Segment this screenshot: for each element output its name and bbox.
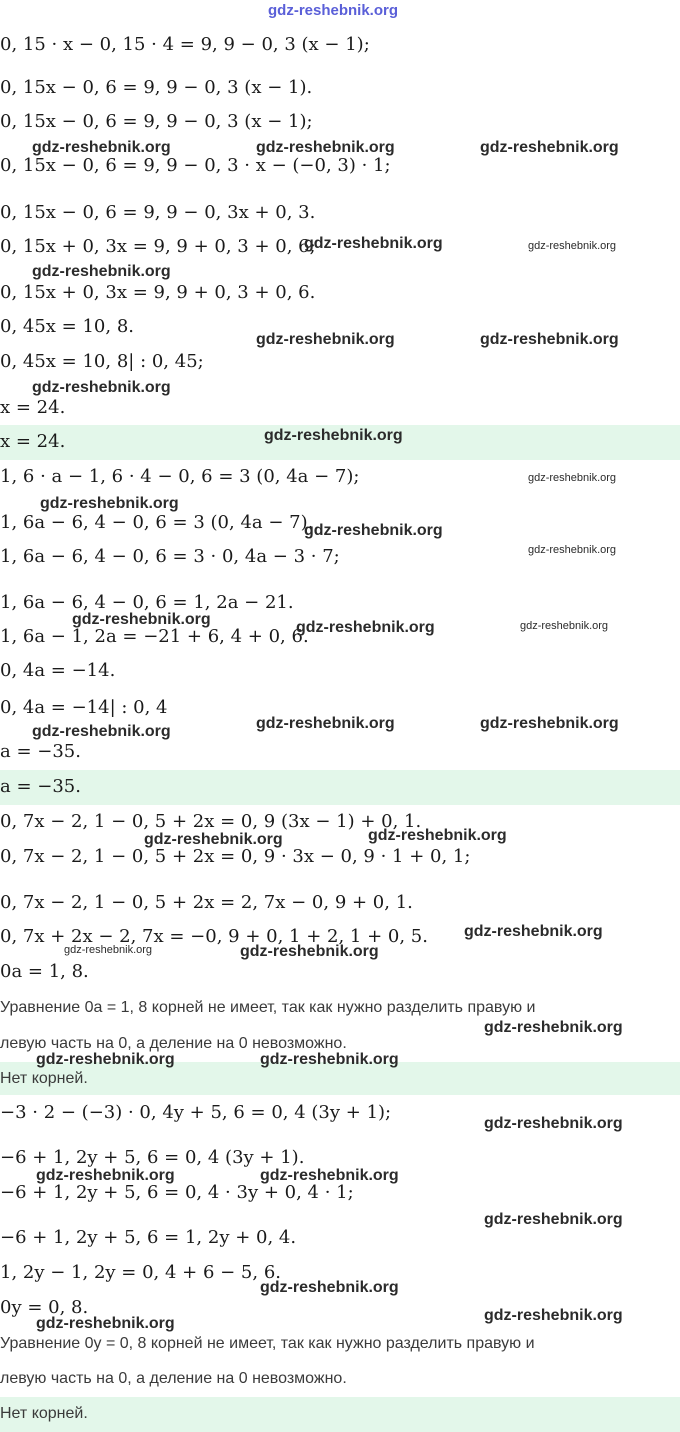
watermark: gdz-reshebnik.org bbox=[32, 379, 171, 396]
math-line: 0, 15x − 0, 6 = 9, 9 − 0, 3 (x − 1). bbox=[0, 77, 313, 98]
watermark: gdz-reshebnik.org bbox=[256, 715, 395, 732]
math-line: 0, 4a = −14| : 0, 4 bbox=[0, 697, 168, 718]
watermark: gdz-reshebnik.org bbox=[520, 620, 609, 632]
math-line: −6 + 1, 2y + 5, 6 = 0, 4 (3y + 1). bbox=[0, 1147, 305, 1168]
watermark: gdz-reshebnik.org bbox=[72, 611, 211, 628]
explanation-text: левую часть на 0, а деление на 0 невозможно. bbox=[0, 1035, 347, 1052]
watermark: gdz-reshebnik.org bbox=[36, 1051, 175, 1068]
watermark: gdz-reshebnik.org bbox=[296, 619, 435, 636]
math-line: 1, 6a − 6, 4 − 0, 6 = 1, 2a − 21. bbox=[0, 592, 294, 613]
answer-text: Нет корней. bbox=[0, 1070, 88, 1087]
answer-line: x = 24. bbox=[0, 431, 66, 452]
math-line: a = −35. bbox=[0, 741, 81, 762]
math-line: 1, 6a − 6, 4 − 0, 6 = 3 (0, 4a − 7). bbox=[0, 512, 314, 533]
watermark: gdz-reshebnik.org bbox=[480, 139, 619, 156]
answer-line: a = −35. bbox=[0, 776, 81, 797]
watermark: gdz-reshebnik.org bbox=[268, 2, 399, 19]
watermark: gdz-reshebnik.org bbox=[480, 715, 619, 732]
watermark: gdz-reshebnik.org bbox=[264, 427, 403, 444]
math-line: 1, 6 · a − 1, 6 · 4 − 0, 6 = 3 (0, 4a − 7); bbox=[0, 466, 360, 487]
math-line: −3 · 2 − (−3) · 0, 4y + 5, 6 = 0, 4 (3y + 1); bbox=[0, 1102, 392, 1123]
watermark: gdz-reshebnik.org bbox=[32, 723, 171, 740]
math-line: 0a = 1, 8. bbox=[0, 961, 89, 982]
watermark: gdz-reshebnik.org bbox=[304, 522, 443, 539]
math-line: 0, 45x = 10, 8. bbox=[0, 316, 134, 337]
watermark: gdz-reshebnik.org bbox=[528, 544, 617, 556]
watermark: gdz-reshebnik.org bbox=[304, 235, 443, 252]
math-line: 0, 15x − 0, 6 = 9, 9 − 0, 3 · x − (−0, 3) · 1; bbox=[0, 155, 391, 176]
answer-band bbox=[0, 770, 680, 805]
math-line: 0y = 0, 8. bbox=[0, 1297, 89, 1318]
math-line: 0, 7x + 2x − 2, 7x = −0, 9 + 0, 1 + 2, 1 + 0, 5. bbox=[0, 926, 428, 947]
watermark: gdz-reshebnik.org bbox=[484, 1307, 623, 1324]
math-line: 0, 7x − 2, 1 − 0, 5 + 2x = 0, 9 · 3x − 0, 9 · 1 + 0, 1; bbox=[0, 846, 471, 867]
watermark: gdz-reshebnik.org bbox=[464, 923, 603, 940]
watermark: gdz-reshebnik.org bbox=[528, 472, 617, 484]
math-line: 1, 6a − 6, 4 − 0, 6 = 3 · 0, 4a − 3 · 7; bbox=[0, 546, 340, 567]
watermark: gdz-reshebnik.org bbox=[32, 139, 171, 156]
watermark: gdz-reshebnik.org bbox=[484, 1019, 623, 1036]
watermark: gdz-reshebnik.org bbox=[260, 1051, 399, 1068]
watermark: gdz-reshebnik.org bbox=[256, 139, 395, 156]
watermark: gdz-reshebnik.org bbox=[144, 831, 283, 848]
math-line: 0, 15x + 0, 3x = 9, 9 + 0, 3 + 0, 6. bbox=[0, 282, 316, 303]
math-line: 0, 15x + 0, 3x = 9, 9 + 0, 3 + 0, 6; bbox=[0, 236, 316, 257]
math-line: 1, 6a − 1, 2a = −21 + 6, 4 + 0, 6. bbox=[0, 626, 309, 647]
math-line: 0, 15x − 0, 6 = 9, 9 − 0, 3 (x − 1); bbox=[0, 111, 313, 132]
explanation-text: Уравнение 0a = 1, 8 корней не имеет, так как нужно разделить правую и bbox=[0, 999, 536, 1016]
math-line: −6 + 1, 2y + 5, 6 = 1, 2y + 0, 4. bbox=[0, 1227, 297, 1248]
math-line: x = 24. bbox=[0, 397, 66, 418]
math-line: 0, 15x − 0, 6 = 9, 9 − 0, 3x + 0, 3. bbox=[0, 202, 316, 223]
watermark: gdz-reshebnik.org bbox=[36, 1315, 175, 1332]
watermark: gdz-reshebnik.org bbox=[256, 331, 395, 348]
watermark: gdz-reshebnik.org bbox=[260, 1279, 399, 1296]
answer-band bbox=[0, 1397, 680, 1432]
answer-text: Нет корней. bbox=[0, 1405, 88, 1422]
explanation-text: левую часть на 0, а деление на 0 невозможно. bbox=[0, 1370, 347, 1387]
watermark: gdz-reshebnik.org bbox=[368, 827, 507, 844]
watermark: gdz-reshebnik.org bbox=[528, 240, 617, 252]
watermark: gdz-reshebnik.org bbox=[36, 1167, 175, 1184]
watermark: gdz-reshebnik.org bbox=[240, 943, 379, 960]
math-line: 0, 45x = 10, 8| : 0, 45; bbox=[0, 351, 204, 372]
math-line: 1, 2y − 1, 2y = 0, 4 + 6 − 5, 6. bbox=[0, 1262, 282, 1283]
math-line: 0, 7x − 2, 1 − 0, 5 + 2x = 2, 7x − 0, 9 + 0, 1. bbox=[0, 892, 413, 913]
math-line: −6 + 1, 2y + 5, 6 = 0, 4 · 3y + 0, 4 · 1; bbox=[0, 1182, 354, 1203]
watermark: gdz-reshebnik.org bbox=[480, 331, 619, 348]
watermark: gdz-reshebnik.org bbox=[32, 263, 171, 280]
math-line: 0, 7x − 2, 1 − 0, 5 + 2x = 0, 9 (3x − 1) + 0, 1. bbox=[0, 811, 422, 832]
math-line: 0, 15 · x − 0, 15 · 4 = 9, 9 − 0, 3 (x − 1); bbox=[0, 34, 370, 55]
watermark: gdz-reshebnik.org bbox=[260, 1167, 399, 1184]
watermark: gdz-reshebnik.org bbox=[40, 495, 179, 512]
watermark: gdz-reshebnik.org bbox=[64, 944, 153, 956]
watermark: gdz-reshebnik.org bbox=[484, 1115, 623, 1132]
watermark: gdz-reshebnik.org bbox=[484, 1211, 623, 1228]
explanation-text: Уравнение 0y = 0, 8 корней не имеет, так как нужно разделить правую и bbox=[0, 1335, 535, 1352]
math-line: 0, 4a = −14. bbox=[0, 660, 116, 681]
